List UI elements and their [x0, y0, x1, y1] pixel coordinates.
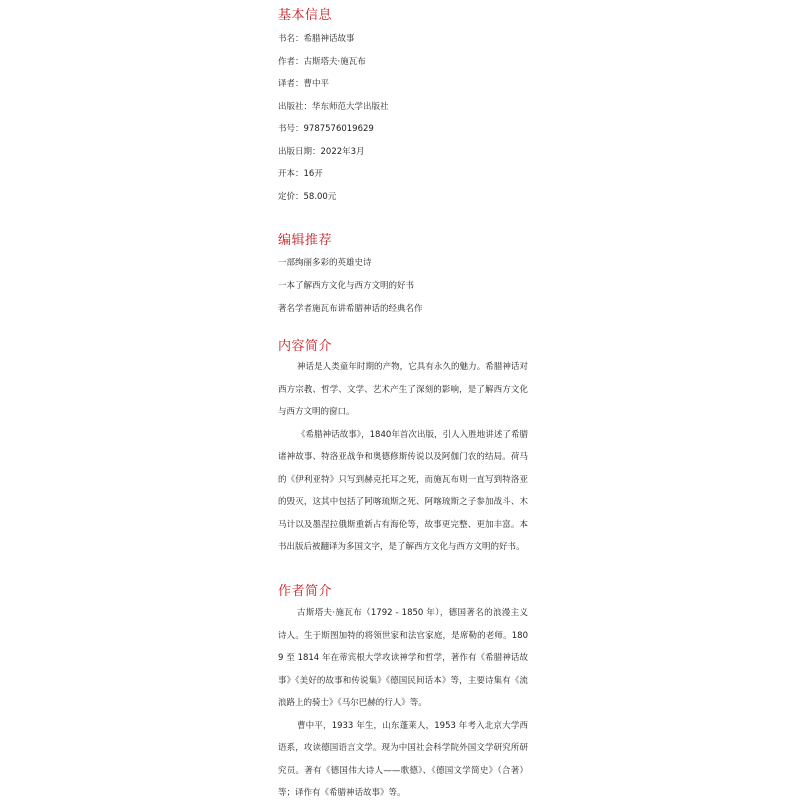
content-intro-heading: 内容简介 — [278, 339, 333, 354]
recommend-item: 著名学者施瓦布讲希腊神话的经典名作 — [278, 304, 423, 314]
info-row-author: 作者：古斯塔夫·施瓦布 — [278, 56, 366, 67]
info-row-translator: 译者：曹中平 — [278, 79, 330, 89]
recommend-item: 一本了解西方文化与西方文明的好书 — [278, 281, 415, 291]
info-row-isbn: 书号：9787576019629 — [278, 124, 374, 134]
basic-info-heading: 基本信息 — [278, 8, 333, 23]
info-row-title: 书名：希腊神话故事 — [278, 34, 355, 44]
translator-paragraph: 曹中平，1933 年生，山东蓬莱人，1953 年考入北京大学西语系，攻读德国语言文学。现为中国社会科学院外国文学研究所研究员。著有《德国伟大诗人——歌德》、《德国文学简史》（合著）等；译作有《希腊神话故事》等。 — [278, 720, 528, 798]
info-row-format: 开本：16开 — [278, 169, 323, 179]
basic-info-list — [278, 33, 389, 213]
editor-recommend-list — [278, 257, 423, 326]
info-row-publisher: 出版社：华东师范大学出版社 — [278, 101, 389, 112]
editor-recommend-heading: 编辑推荐 — [278, 233, 333, 248]
recommend-item: 一部绚丽多彩的英雄史诗 — [278, 258, 372, 268]
author-intro-heading: 作者简介 — [278, 584, 333, 599]
content-intro-body — [278, 356, 528, 559]
intro-paragraph: 《希腊神话故事》，1840年首次出版，引人入胜地讲述了希腊诸神故事、特洛亚战争和奥德修斯传说以及阿伽门农的结局。荷马的《伊利亚特》只写到赫克托耳之死，而施瓦布则一直写到特洛亚的毁灭，这其中包括了阿喀琉斯之死、阿喀琉斯之子参加战斗、木马计以及墨涅拉俄斯重新占有海伦等，故事更完整、更加丰富。本书出版后被翻译为多国文字，是了解西方文化与西方文明的好书。 — [278, 429, 528, 552]
info-row-date: 出版日期：2022年3月 — [278, 146, 365, 157]
info-row-price: 定价：58.00元 — [278, 191, 337, 202]
intro-paragraph: 神话是人类童年时期的产物，它具有永久的魅力。希腊神话对西方宗教、哲学、文学、艺术产生了深刻的影响，是了解西方文化与西方文明的窗口。 — [278, 362, 528, 417]
author-paragraph: 古斯塔夫·施瓦布（1792 - 1850 年），德国著名的浪漫主义诗人。生于斯图加特的将领世家和法官家庭，是席勒的老师。1809 至 1814 年在蒂宾根大学攻读神学和哲学，著作有《希腊神话故事》《美好的故事和传说集》《德国民间话本》等，主要诗集有《流浪路上的骑士》《马尔巴赫的行人》等。 — [278, 608, 528, 708]
author-intro-body — [278, 602, 528, 805]
